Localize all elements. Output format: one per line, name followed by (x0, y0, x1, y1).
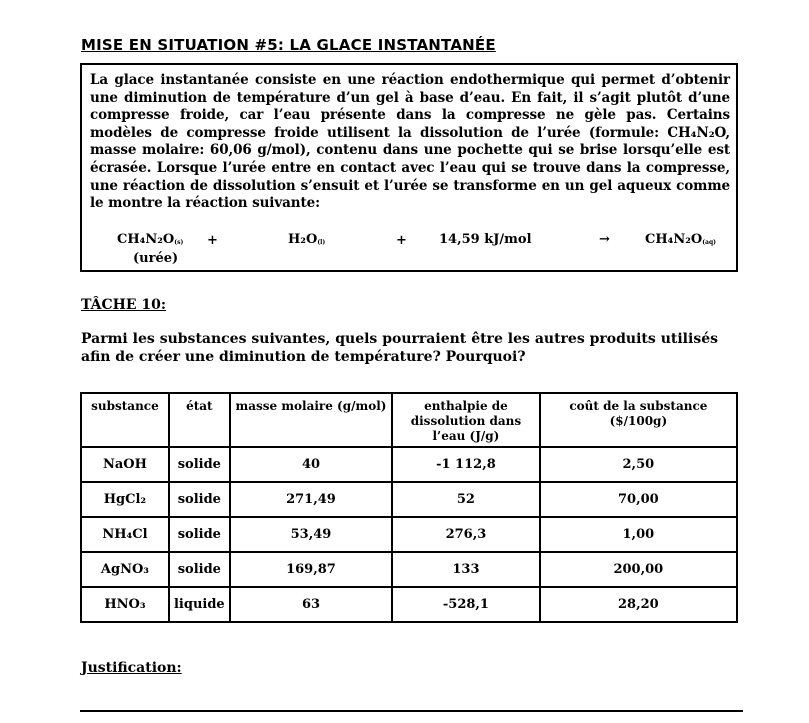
intro-paragraph: La glace instantanée consiste en une réaction endothermique qui permet d’obtenir une diminution de température d’un gel à base d’eau. En fait, il s’agit plutôt d’une compresse froide, car l’eau présente dans la compresse ne gèle pas. Certains modèles de compresse froide utilisent la dissolution de l’urée (formule: CH₄N₂O, masse molaire: 60,06 g/mol), contenu dans une pochette qui se brise lorsqu’elle est écrasée. Lorsque l’urée entre en contact avec l’eau qui se trouve dans la compresse, une réaction de dissolution s’ensuit et l’urée se transforme en un gel aqueux comme le montre la réaction suivante: (90, 72, 730, 212)
cell-etat: liquide (169, 587, 230, 622)
cell-enthalpie: 133 (392, 552, 540, 587)
substances-table (80, 392, 738, 623)
table-row (81, 552, 737, 587)
cell-cout: 1,00 (540, 517, 737, 552)
header-masse: masse molaire (g/mol) (230, 393, 392, 447)
cell-etat: solide (169, 447, 230, 482)
header-cout: coût de la substance ($/100g) (540, 393, 737, 447)
cell-etat: solide (169, 482, 230, 517)
cell-masse: 53,49 (230, 517, 392, 552)
product-formula: CH₄N₂O (645, 232, 703, 247)
cell-substance: NH₄Cl (81, 517, 169, 552)
table-row (81, 587, 737, 622)
table-row (81, 482, 737, 517)
cell-etat: solide (169, 552, 230, 587)
answer-line (80, 710, 743, 712)
water-state: (l) (317, 239, 326, 246)
cell-substance: AgNO₃ (81, 552, 169, 587)
equation-plus-1: + (207, 233, 218, 248)
equation-reactant-urea (117, 232, 183, 247)
cell-substance: HNO₃ (81, 587, 169, 622)
cell-cout: 200,00 (540, 552, 737, 587)
cell-masse: 63 (230, 587, 392, 622)
table-row (81, 447, 737, 482)
task-title: TÂCHE 10: (81, 297, 167, 313)
urea-formula: CH₄N₂O (117, 232, 175, 247)
cell-substance: NaOH (81, 447, 169, 482)
equation-urea-name: (urée) (133, 251, 179, 266)
header-enthalpie: enthalpie de dissolution dans l’eau (J/g) (392, 393, 540, 447)
cell-enthalpie: -528,1 (392, 587, 540, 622)
header-etat: état (169, 393, 230, 447)
product-state: (aq) (702, 239, 716, 246)
table-row (81, 517, 737, 552)
cell-cout: 2,50 (540, 447, 737, 482)
intro-box (80, 63, 738, 272)
equation-reactant-water (288, 232, 325, 247)
justification-label: Justification: (81, 660, 182, 676)
equation-energy: 14,59 kJ/mol (439, 232, 532, 247)
cell-cout: 70,00 (540, 482, 737, 517)
header-substance: substance (81, 393, 169, 447)
table-header-row (81, 393, 737, 447)
task-question: Parmi les substances suivantes, quels pourraient être les autres produits utilisés afin de créer une diminution de température? Pourquoi? (81, 331, 718, 365)
page-title: MISE EN SITUATION #5: LA GLACE INSTANTANÉE (81, 36, 496, 54)
cell-etat: solide (169, 517, 230, 552)
equation-arrow: → (599, 232, 610, 247)
cell-enthalpie: 276,3 (392, 517, 540, 552)
water-formula: H₂O (288, 232, 318, 247)
cell-enthalpie: -1 112,8 (392, 447, 540, 482)
urea-state: (s) (174, 239, 184, 246)
cell-masse: 40 (230, 447, 392, 482)
equation-plus-2: + (396, 233, 407, 248)
cell-masse: 271,49 (230, 482, 392, 517)
cell-enthalpie: 52 (392, 482, 540, 517)
cell-substance: HgCl₂ (81, 482, 169, 517)
cell-masse: 169,87 (230, 552, 392, 587)
equation-product (645, 232, 716, 247)
cell-cout: 28,20 (540, 587, 737, 622)
